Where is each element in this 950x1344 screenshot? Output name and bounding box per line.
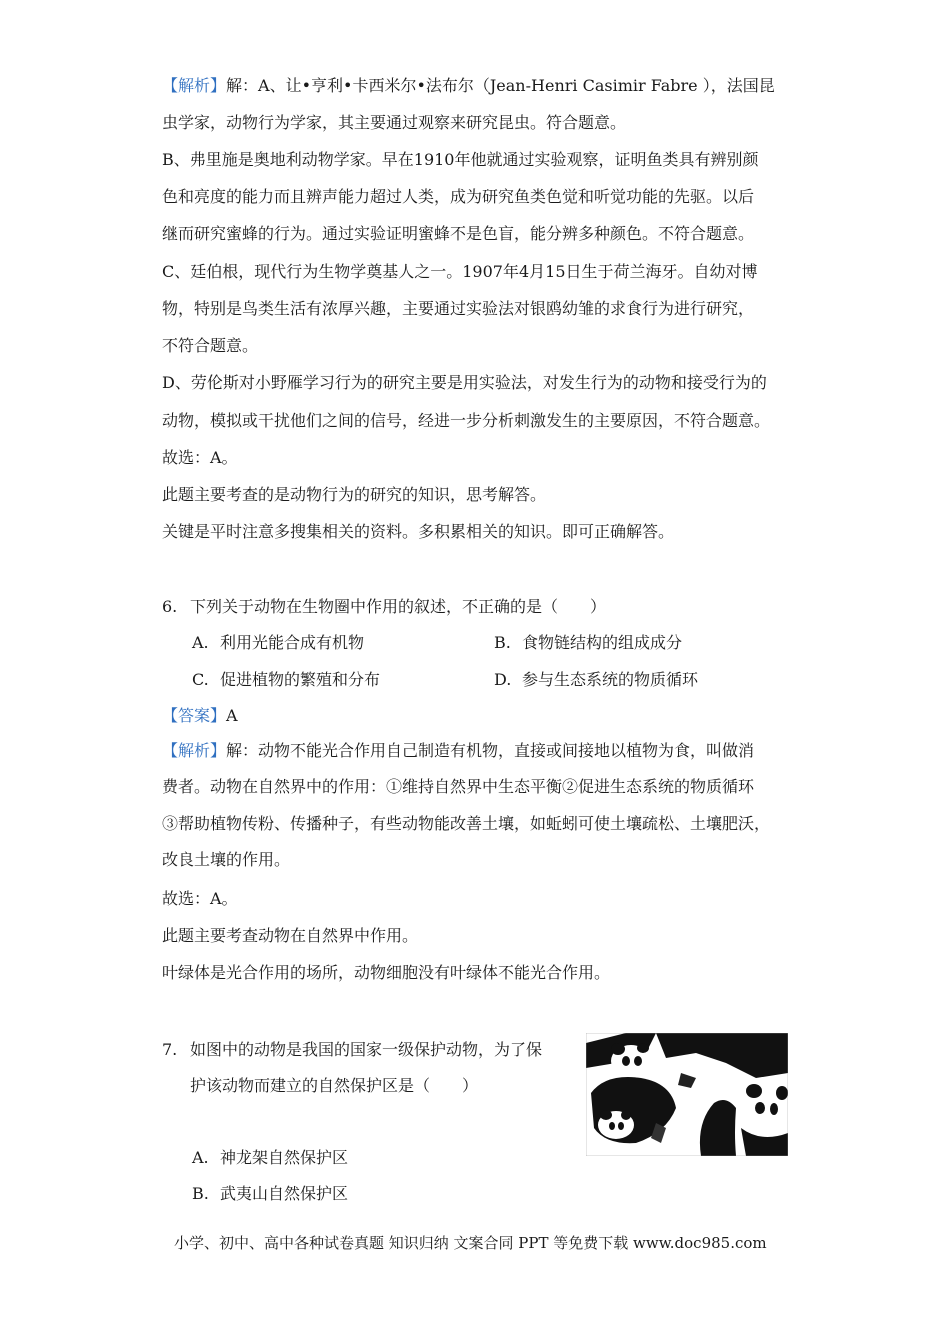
q6-option-b: B. 食物链结构的组成成分 xyxy=(494,633,683,652)
q6-analysis-line-2: 费者。动物在自然界中的作用：①维持自然界中生态平衡②促进生态系统的物质循环 xyxy=(162,777,755,796)
q5-analysis-line-3: B、弗里施是奥地利动物学家。早在1910年他就通过实验观察，证明鱼类具有辨别颜 xyxy=(162,150,759,169)
q5-analysis-line-6: C、廷伯根，现代行为生物学奠基人之一。1907年4月15日生于荷兰海牙。自幼对博 xyxy=(162,262,758,281)
q6-analysis-line-1: 【解析】解：动物不能光合作用自己制造有机物，直接或间接地以植物为食，叫做消 xyxy=(162,741,755,760)
q5-analysis-line-5: 继而研究蜜蜂的行为。通过实验证明蜜蜂不是色盲，能分辨多种颜色。不符合题意。 xyxy=(162,224,755,243)
q6-stem: 6. 下列关于动物在生物圈中作用的叙述，不正确的是（ ） xyxy=(162,597,607,616)
q6-analysis-line-4: 改良土壤的作用。 xyxy=(162,850,291,869)
panda-photo xyxy=(586,1033,788,1156)
q6-answer xyxy=(162,706,238,726)
q5-analysis-line-2: 虫学家，动物行为学家，其主要通过观察来研究昆虫。符合题意。 xyxy=(162,113,627,132)
q5-analysis-line-9: D、劳伦斯对小野雁学习行为的研究主要是用实验法，对发生行为的动物和接受行为的 xyxy=(162,373,767,392)
q5-analysis-tag: 【解析】 xyxy=(162,76,227,95)
q5-analysis-line-4: 色和亮度的能力而且辨声能力超过人类，成为研究鱼类色觉和听觉功能的先驱。以后 xyxy=(162,187,755,206)
q7-option-a: A. 神龙架自然保护区 xyxy=(192,1148,349,1167)
q6-analysis-line-6: 此题主要考查动物在自然界中作用。 xyxy=(162,926,419,945)
q6-answer-value: A xyxy=(226,706,238,725)
q6-analysis-tag: 【解析】 xyxy=(162,741,227,760)
q7-stem-line-2: 护该动物而建立的自然保护区是（ ） xyxy=(190,1076,479,1095)
q6-option-a: A. 利用光能合成有机物 xyxy=(192,633,365,652)
q5-analysis-line-7: 物，特别是鸟类生活有浓厚兴趣，主要通过实验法对银鸥幼雏的求食行为进行研究， xyxy=(162,299,755,318)
q6-analysis-line-3: ③帮助植物传粉、传播种子，有些动物能改善土壤，如蚯蚓可使土壤疏松、土壤肥沃， xyxy=(162,814,771,833)
q5-analysis-line-1: 【解析】解：A、让•亨利•卡西米尔•法布尔（Jean-Henri Casimir Fabre ），法国昆 xyxy=(162,76,775,95)
q6-number: 6. xyxy=(162,597,178,616)
q5-analysis-line-13: 关键是平时注意多搜集相关的资料。多积累相关的知识。即可正确解答。 xyxy=(162,522,675,541)
q6-analysis-line-7: 叶绿体是光合作用的场所，动物细胞没有叶绿体不能光合作用。 xyxy=(162,963,611,982)
q6-answer-tag: 【答案】 xyxy=(162,706,227,725)
q5-analysis-line-12: 此题主要考查的是动物行为的研究的知识，思考解答。 xyxy=(162,485,547,504)
q7-option-b: B. 武夷山自然保护区 xyxy=(192,1184,349,1203)
footer-text: 小学、初中、高中各种试卷真题 知识归纳 文案合同 PPT 等免费下载 www.doc985.com xyxy=(174,1234,767,1252)
q5-analysis-line-10: 动物，模拟或干扰他们之间的信号，经进一步分析刺激发生的主要原因，不符合题意。 xyxy=(162,411,771,430)
q7-number: 7. xyxy=(162,1040,178,1059)
q5-analysis-line-8: 不符合题意。 xyxy=(162,336,259,355)
q6-option-d: D. 参与生态系统的物质循环 xyxy=(494,670,699,689)
q5-analysis-line-11: 故选：A。 xyxy=(162,448,238,467)
q6-option-c: C. 促进植物的繁殖和分布 xyxy=(192,670,381,689)
q7-stem-line-1: 7. 如图中的动物是我国的国家一级保护动物，为了保 xyxy=(162,1040,543,1059)
q6-analysis-line-5: 故选：A。 xyxy=(162,889,238,908)
